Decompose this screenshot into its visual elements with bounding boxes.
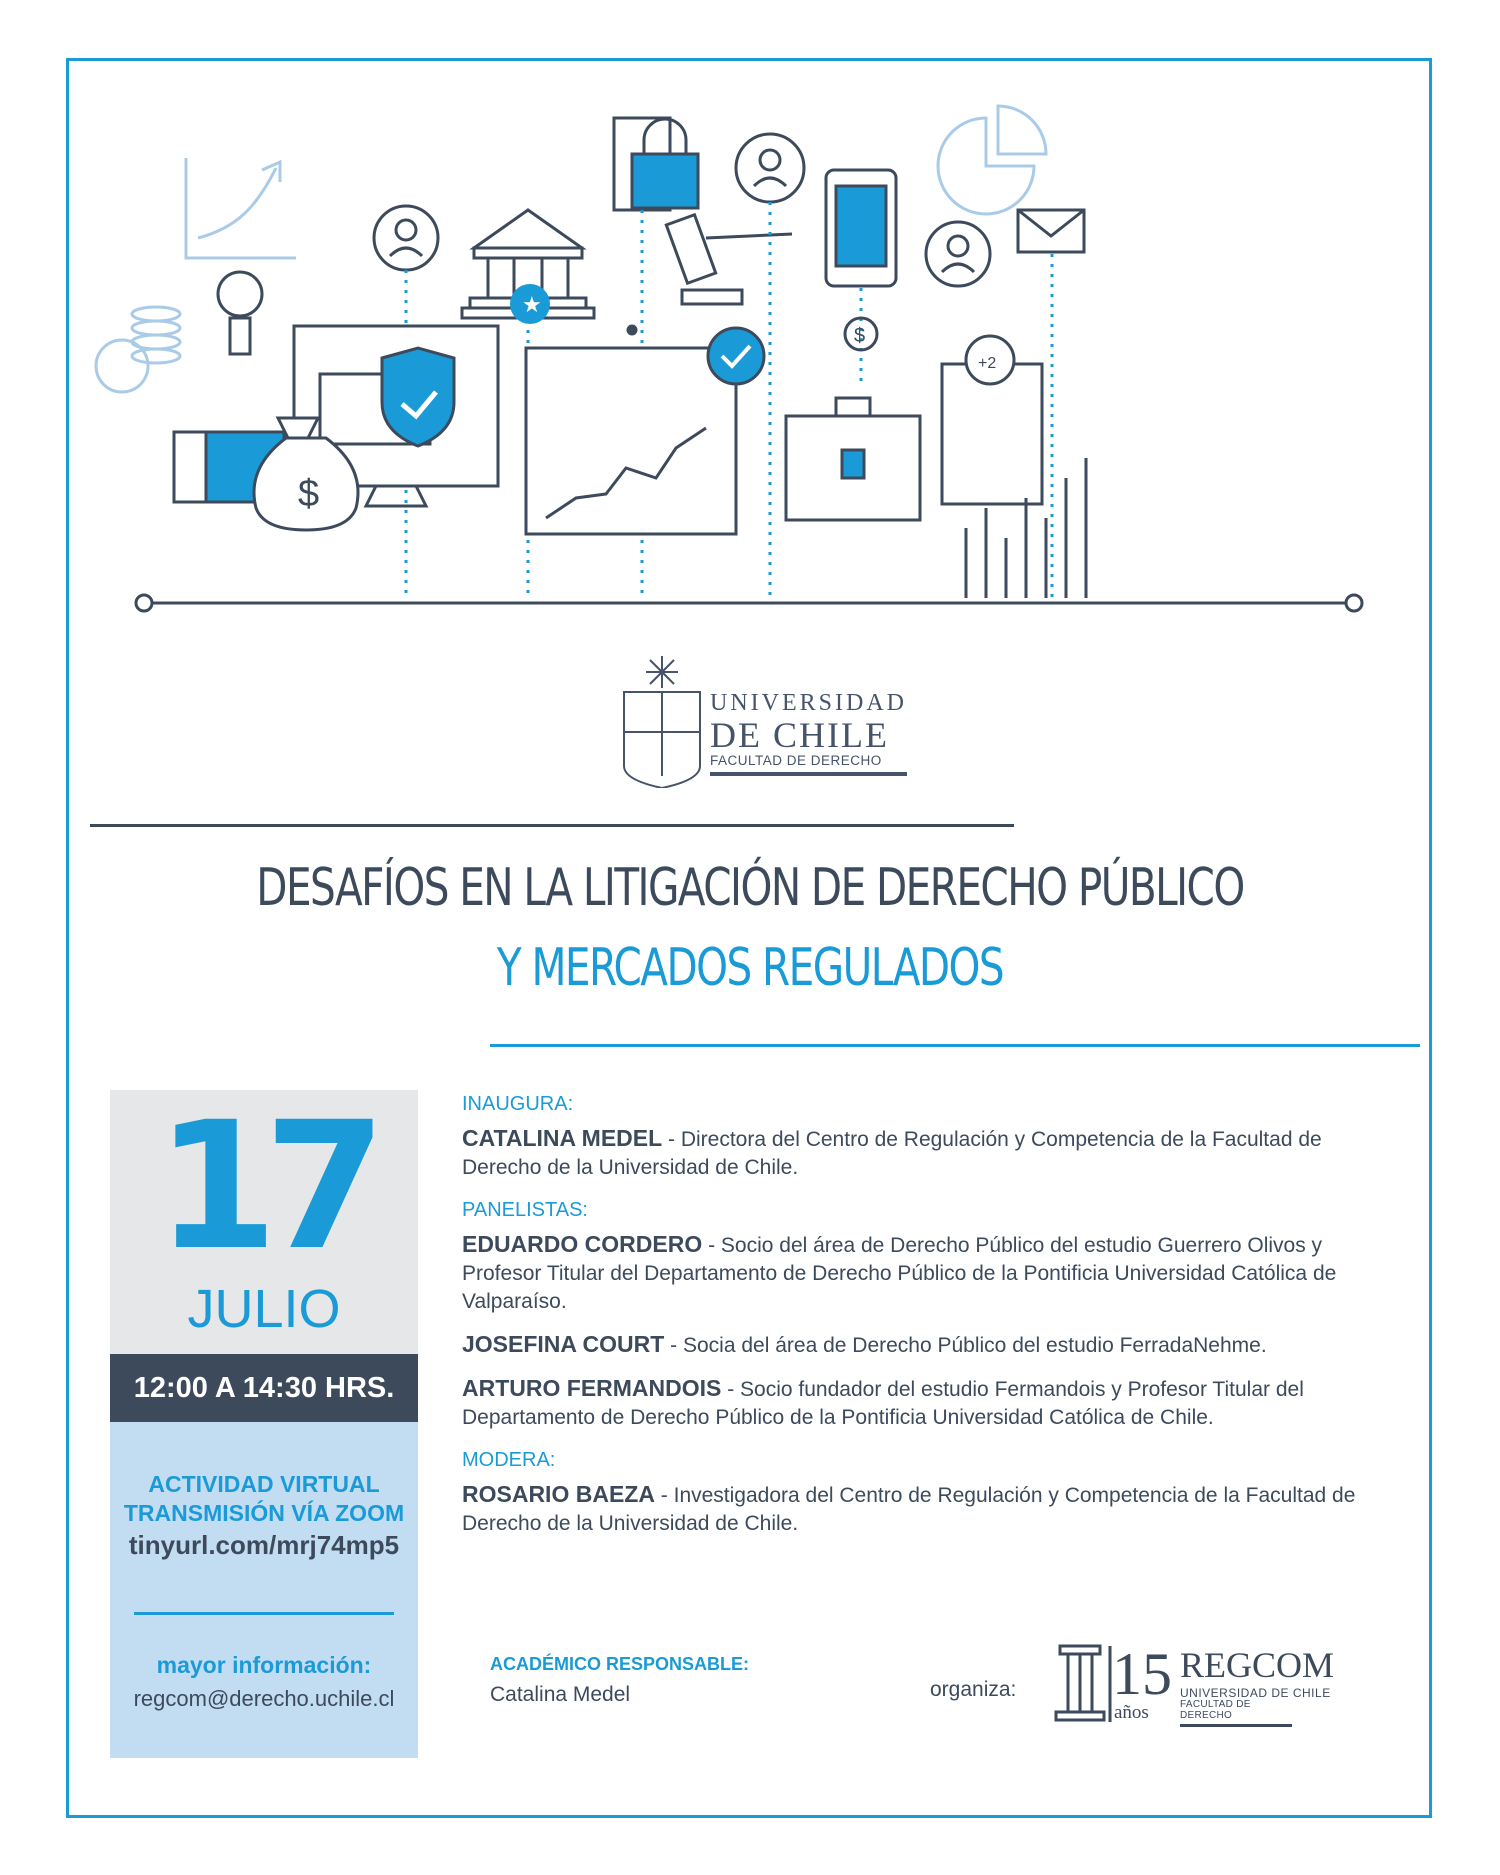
regcom-sub1: UNIVERSIDAD DE CHILE bbox=[1180, 1686, 1331, 1700]
star-badge-icon bbox=[510, 284, 550, 324]
virtual-line2: TRANSMISIÓN VÍA ZOOM bbox=[123, 1500, 405, 1526]
speaker-name: ARTURO FERMANDOIS bbox=[462, 1375, 722, 1401]
inaugura-label: INAUGURA: bbox=[462, 1093, 574, 1115]
academic-label: ACADÉMICO RESPONSABLE: bbox=[490, 1654, 750, 1674]
title-rule-top bbox=[90, 824, 1014, 827]
briefcase-icon bbox=[786, 398, 920, 520]
svg-text:$: $ bbox=[298, 473, 320, 515]
event-time: 12:00 A 14:30 HRS. bbox=[110, 1354, 418, 1422]
more-info-label: mayor información: bbox=[156, 1652, 372, 1678]
speaker-entry bbox=[462, 1374, 1402, 1432]
event-title-line1: DESAFÍOS EN LA LITIGACIÓN DE DERECHO PÚBLICO bbox=[256, 858, 1244, 918]
coins-icon bbox=[96, 307, 180, 392]
contact-email[interactable]: regcom@derecho.uchile.cl bbox=[133, 1686, 395, 1711]
column-emblem-icon bbox=[1056, 1646, 1110, 1722]
speaker-name: JOSEFINA COURT bbox=[462, 1331, 665, 1357]
program bbox=[462, 1090, 1402, 1552]
info-divider bbox=[134, 1612, 394, 1615]
regcom-years-label: años bbox=[1114, 1702, 1149, 1723]
virtual-info bbox=[110, 1470, 418, 1528]
organiza-label: organiza: bbox=[930, 1678, 1017, 1701]
regcom-sub2: FACULTAD DE DERECHO bbox=[1180, 1699, 1292, 1727]
regcom-years-number: 15 bbox=[1112, 1641, 1172, 1707]
event-day: 17 bbox=[155, 1084, 373, 1289]
university-line3: FACULTAD DE DERECHO bbox=[710, 753, 907, 776]
event-month: JULIO bbox=[187, 1279, 341, 1339]
speaker-desc: - Investigadora del Centro de Regulación y Competencia de la Facultad de Derecho de la Universidad de Chile. bbox=[462, 1484, 1356, 1535]
speaker-entry bbox=[462, 1480, 1402, 1538]
virtual-line1: ACTIVIDAD VIRTUAL bbox=[148, 1471, 380, 1497]
academic-name: Catalina Medel bbox=[490, 1683, 631, 1706]
speaker-name: EDUARDO CORDERO bbox=[462, 1231, 703, 1257]
university-line1: UNIVERSIDAD bbox=[710, 690, 907, 716]
growth-chart-icon bbox=[186, 158, 296, 258]
zoom-link[interactable]: tinyurl.com/mrj74mp5 bbox=[128, 1530, 400, 1560]
credit-card-lock-icon bbox=[614, 118, 698, 210]
regcom-name: REGCOM bbox=[1180, 1645, 1335, 1685]
speaker-desc: - Socio fundador del estudio Fermandois y Profesor Titular del Departamento de Derecho Público de la Pontificia Universidad Católica de Chile. bbox=[462, 1378, 1304, 1429]
event-title-line2: Y MERCADOS REGULADOS bbox=[496, 938, 1004, 998]
speaker-name: ROSARIO BAEZA bbox=[462, 1481, 655, 1507]
modera-label: MODERA: bbox=[462, 1449, 556, 1471]
speaker-desc: - Directora del Centro de Regulación y Competencia de la Facultad de Derecho de la Universidad de Chile. bbox=[462, 1128, 1322, 1179]
svg-text:+2: +2 bbox=[978, 355, 997, 372]
user-icon bbox=[374, 206, 438, 270]
date-box bbox=[110, 1084, 418, 1354]
user-icon bbox=[926, 222, 990, 286]
user-icon bbox=[736, 134, 804, 202]
university-wordmark bbox=[710, 690, 907, 776]
smartphone-icon bbox=[826, 170, 896, 286]
svg-text:★: ★ bbox=[522, 292, 542, 317]
check-badge-icon bbox=[708, 328, 764, 384]
academic-responsible bbox=[490, 1654, 749, 1707]
envelope-icon bbox=[1018, 210, 1084, 252]
speaker-name: CATALINA MEDEL bbox=[462, 1125, 663, 1151]
board-chart-icon bbox=[526, 326, 736, 534]
speaker-desc: - Socia del área de Derecho Público del estudio FerradaNehme. bbox=[664, 1334, 1267, 1357]
speaker-entry bbox=[462, 1230, 1402, 1316]
pie-chart-icon bbox=[938, 106, 1046, 214]
svg-text:$: $ bbox=[854, 325, 866, 347]
lightbulb-icon bbox=[218, 272, 262, 354]
header-illustration bbox=[66, 58, 1432, 658]
speaker-entry bbox=[462, 1330, 1402, 1360]
gavel-icon bbox=[666, 215, 792, 304]
university-line2: DE CHILE bbox=[710, 715, 889, 755]
info-box bbox=[110, 1422, 418, 1758]
star-emblem-icon bbox=[646, 656, 678, 688]
speaker-entry bbox=[462, 1124, 1402, 1182]
speaker-desc: - Socio del área de Derecho Público del estudio Guerrero Olivos y Profesor Titular del Departamento de Derecho Público de la Pontificia Universidad Católica de Valparaíso. bbox=[462, 1234, 1337, 1313]
title-rule-bottom bbox=[490, 1044, 1420, 1047]
panelistas-label: PANELISTAS: bbox=[462, 1199, 588, 1221]
